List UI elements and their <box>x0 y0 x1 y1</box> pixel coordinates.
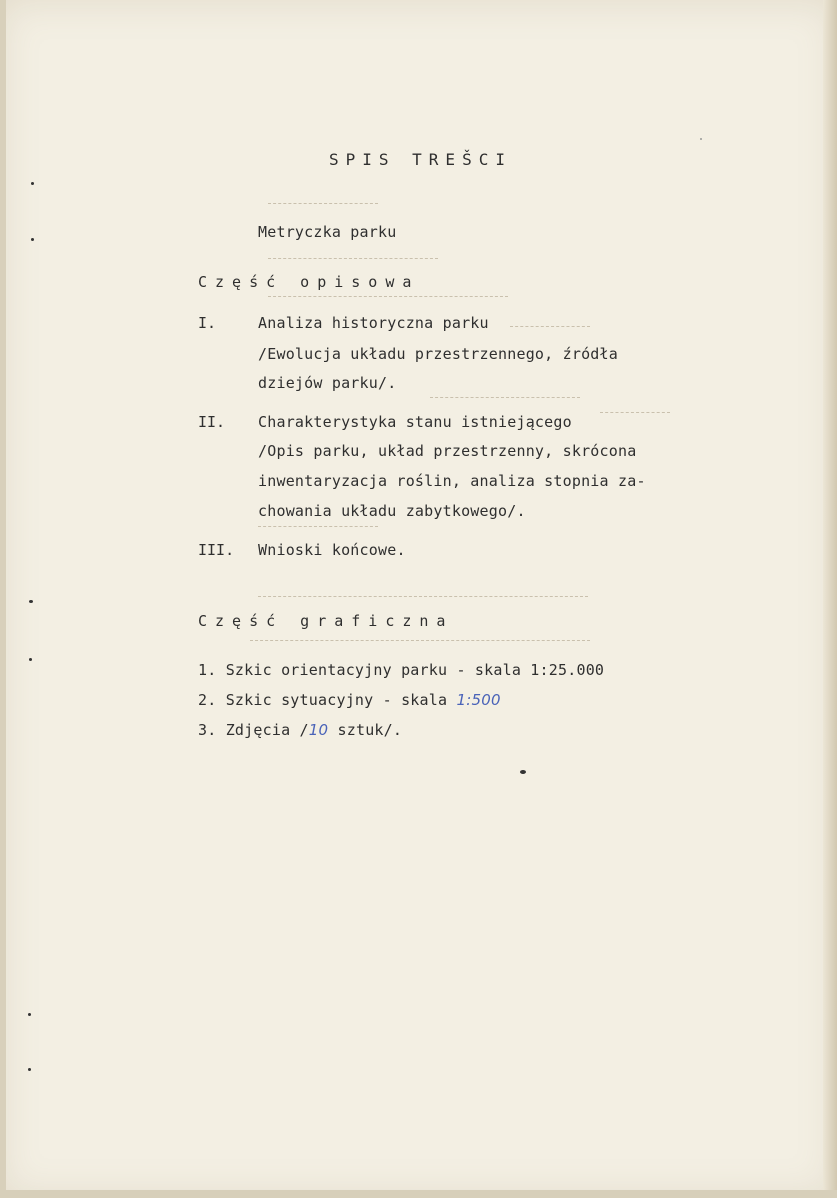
guide-line <box>268 258 438 259</box>
list-item-text: 3. Zdjęcia / <box>198 721 309 739</box>
item-line: chowania układu zabytkowego/. <box>258 502 526 520</box>
item-line: Charakterystyka stanu istniejącego <box>258 413 572 431</box>
speck <box>700 138 702 140</box>
speck <box>29 600 33 603</box>
item-number: III. <box>198 541 235 559</box>
page-edge-bottom <box>0 1190 837 1198</box>
item-number: II. <box>198 413 226 431</box>
intro-entry: Metryczka parku <box>258 223 397 241</box>
page-edge-right <box>823 0 837 1198</box>
list-item <box>198 721 402 739</box>
item-line: Analiza historyczna parku <box>258 314 489 332</box>
page-title: SPIS TREŠCI <box>329 150 512 169</box>
list-item <box>198 691 501 709</box>
guide-line <box>268 296 508 297</box>
speck <box>28 1068 31 1071</box>
guide-line <box>510 326 590 327</box>
list-item: 1. Szkic orientacyjny parku - skala 1:25.000 <box>198 661 605 679</box>
section-heading-graphic: Część graficzna <box>198 612 454 630</box>
item-line: /Ewolucja układu przestrzennego, źródła <box>258 345 618 363</box>
list-item-text: sztuk/. <box>328 721 403 739</box>
speck <box>520 770 526 774</box>
speck <box>28 1013 31 1016</box>
guide-line <box>268 203 378 204</box>
item-line: Wnioski końcowe. <box>258 541 406 559</box>
speck <box>31 238 34 241</box>
item-line: inwentaryzacja roślin, analiza stopnia za- <box>258 472 646 490</box>
guide-line <box>250 640 590 641</box>
guide-line <box>258 526 378 527</box>
guide-line <box>258 596 588 597</box>
speck <box>31 182 34 185</box>
handwritten-count: 10 <box>308 721 329 739</box>
list-item-text: 2. Szkic sytuacyjny - skala <box>198 691 448 709</box>
item-number: I. <box>198 314 217 332</box>
section-heading-descriptive: Część opisowa <box>198 273 420 291</box>
guide-line <box>600 412 670 413</box>
item-line: dziejów parku/. <box>258 374 397 392</box>
guide-line <box>430 397 580 398</box>
item-line: /Opis parku, układ przestrzenny, skrócona <box>258 442 637 460</box>
handwritten-scale: 1:500 <box>456 691 501 709</box>
page-edge-left <box>0 0 6 1198</box>
speck <box>29 658 32 661</box>
